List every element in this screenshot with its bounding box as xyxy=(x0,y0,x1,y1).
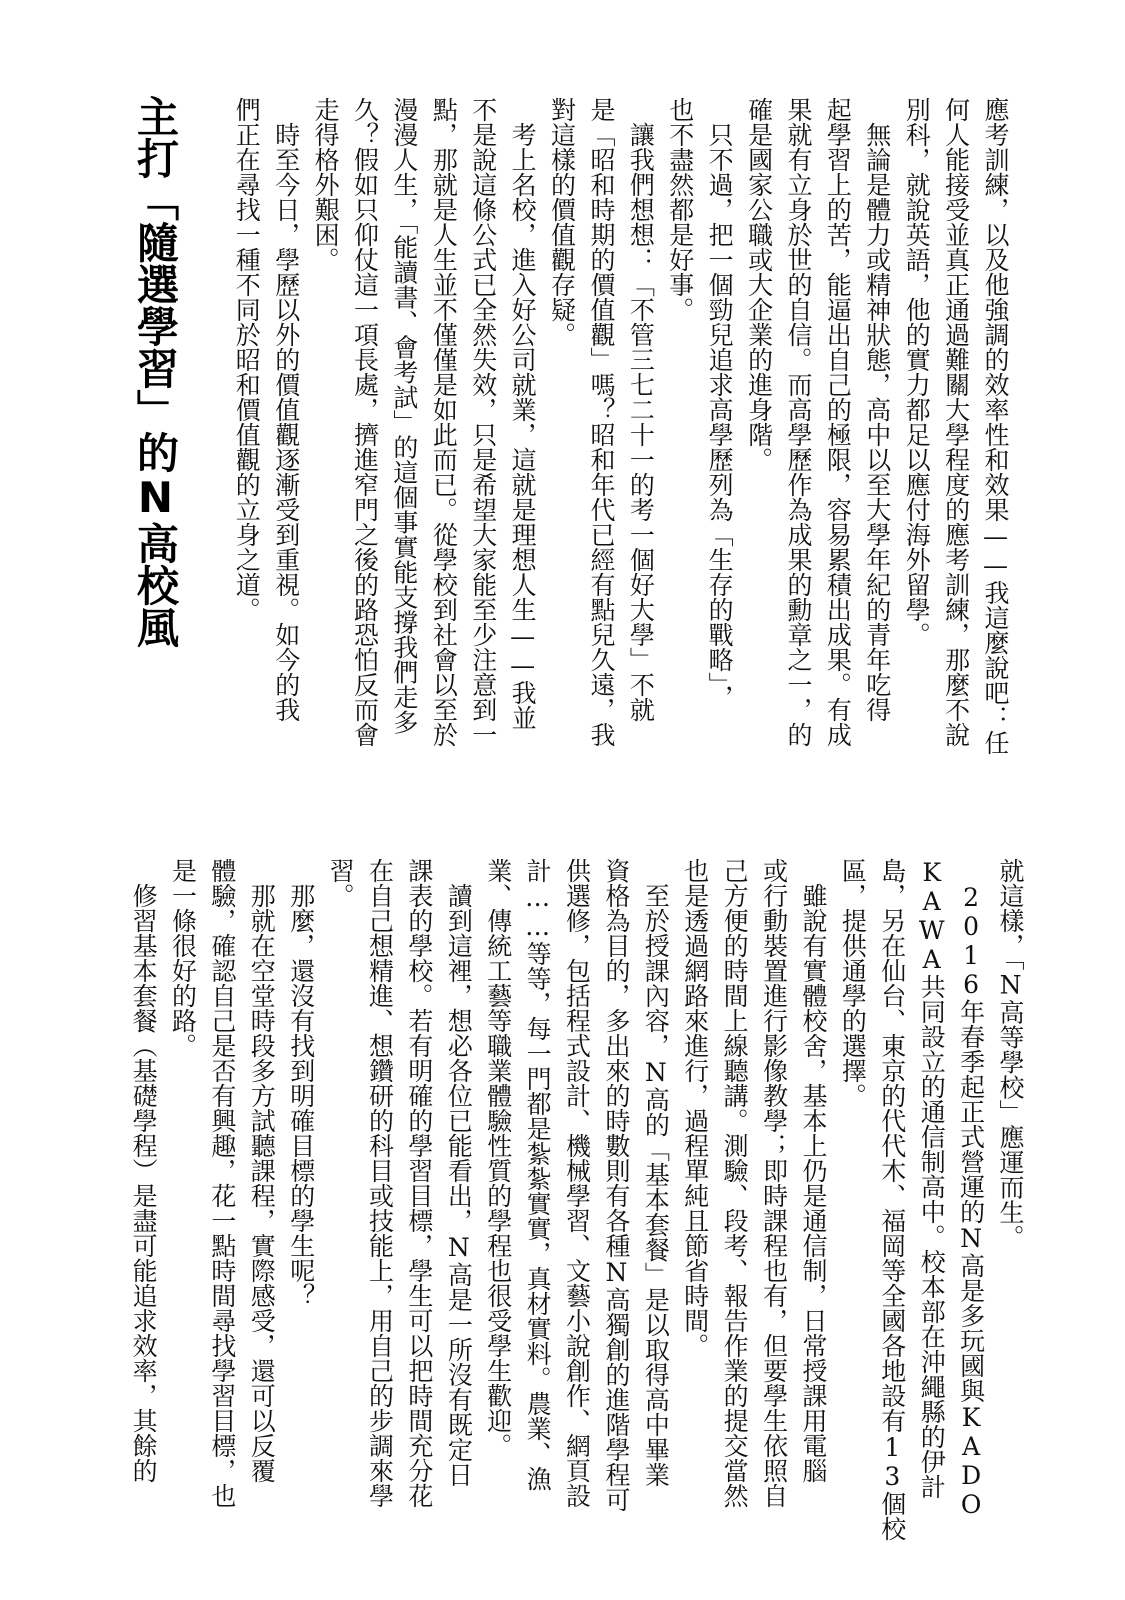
text-line: 確是國家公職或大企業的進身階。 xyxy=(744,97,774,472)
text-line: 業、傳統工藝等職業體驗性質的學程也很受學生歡迎。 xyxy=(483,858,513,1458)
text-line: 那就在空堂時段多方試聽課程，實際感受，還可以反覆 xyxy=(247,858,277,1483)
text-line: 計……等等，每一門都是紮紮實實，真材實料。農業、漁 xyxy=(523,858,553,1491)
text-line: 資格為目的，多出來的時數則有各種N高獨創的進階學程可 xyxy=(601,858,631,1512)
text-line: 雖說有實體校舍，基本上仍是通信制，日常授課用電腦 xyxy=(798,858,828,1483)
text-line: 也不盡然都是好事。 xyxy=(665,97,695,322)
text-line: 是「昭和時期的價值觀」嗎？昭和年代已經有點兒久遠，我 xyxy=(586,97,616,747)
text-line: 讓我們想想：「不管三七二十一的考一個好大學」不就 xyxy=(626,97,656,722)
text-line: 走得格外艱困。 xyxy=(311,97,341,272)
text-line: 那麼，還沒有找到明確目標的學生呢？ xyxy=(286,858,316,1308)
text-line: 在自己想精進、想鑽研的科目或技能上，用自己的步調來學 xyxy=(365,858,395,1508)
text-line: 是一條很好的路。 xyxy=(168,858,198,1058)
text-line: 至於授課內容，N高的「基本套餐」是以取得高中畢業 xyxy=(641,858,671,1487)
text-line: 不是說這條公式已全然失效，只是希望大家能至少注意到一 xyxy=(468,97,498,747)
text-line: 己方便的時間上線聽講。測驗、段考、報告作業的提交當然 xyxy=(720,858,750,1508)
bottom-text-block xyxy=(129,858,1030,1541)
text-line: 漫漫人生，「能讀書、會考試」的這個事實能支撐我們走多 xyxy=(389,97,419,735)
text-line: 讀到這裡，想必各位已能看出，N高是一所沒有既定日 xyxy=(444,858,474,1487)
text-line: 無論是體力或精神狀態，高中以至大學年紀的青年吃得 xyxy=(862,97,892,722)
text-line: 們正在尋找一種不同於昭和價值觀的立身之道。 xyxy=(232,97,262,622)
text-line: 體驗，確認自己是否有興趣，花一點時間尋找學習目標，也 xyxy=(207,858,237,1508)
text-line: 只不過，把一個勁兒追求高學歷列為「生存的戰略」， xyxy=(705,97,735,710)
text-line: 課表的學校。若有明確的學習目標，學生可以把時間充分花 xyxy=(404,858,434,1508)
text-line: 果就有立身於世的自信。而高學歷作為成果的勳章之一，的 xyxy=(783,97,813,747)
section-title: 主打「隨選學習」的N高校風 xyxy=(131,95,180,648)
text-line: 考上名校，進入好公司就業，這就是理想人生——我並 xyxy=(508,97,538,730)
text-line: 2016年春季起正式營運的N高是多玩國與KADO xyxy=(956,858,986,1519)
text-line: 時至今日，學歷以外的價值觀逐漸受到重視。如今的我 xyxy=(271,97,301,722)
text-line: 或行動裝置進行影像教學；即時課程也有，但要學生依照自 xyxy=(759,858,789,1508)
text-line: 起學習上的苦，能逼出自己的極限，容易累積出成果。有成 xyxy=(823,97,853,747)
top-text-block xyxy=(135,97,1015,777)
text-line: 島，另在仙台、東京的代代木、福岡等全國各地設有13個校 xyxy=(877,858,907,1541)
text-line: 就這樣，「N高等學校」應運而生。 xyxy=(996,858,1025,1250)
text-line: 也是透過網路來進行，過程單純且節省時間。 xyxy=(680,858,710,1358)
text-line: 對這樣的價值觀存疑。 xyxy=(547,97,577,347)
text-line: 點，那就是人生並不僅僅是如此而已。從學校到社會以至於 xyxy=(429,97,459,747)
text-line: 供選修，包括程式設計、機械學習、文藝小說創作、網頁設 xyxy=(562,858,592,1508)
text-line: KAWA共同設立的通信制高中。校本部在沖繩縣的伊計 xyxy=(917,858,947,1499)
text-line: 應考訓練，以及他強調的效率性和效果——我這麼說吧：任 xyxy=(981,97,1010,755)
text-line: 區，提供通學的選擇。 xyxy=(838,858,868,1108)
text-line: 久？假如只仰仗這一項長處，擠進窄門之後的路恐怕反而會 xyxy=(350,97,380,747)
text-line: 習。 xyxy=(326,858,356,908)
text-line: 修習基本套餐（基礎學程）是盡可能追求效率，其餘的 xyxy=(129,858,159,1483)
text-line: 何人能接受並真正通過難關大學程度的應考訓練，那麼不說 xyxy=(941,97,971,747)
text-line: 別科，就說英語，他的實力都足以應付海外留學。 xyxy=(902,97,932,647)
